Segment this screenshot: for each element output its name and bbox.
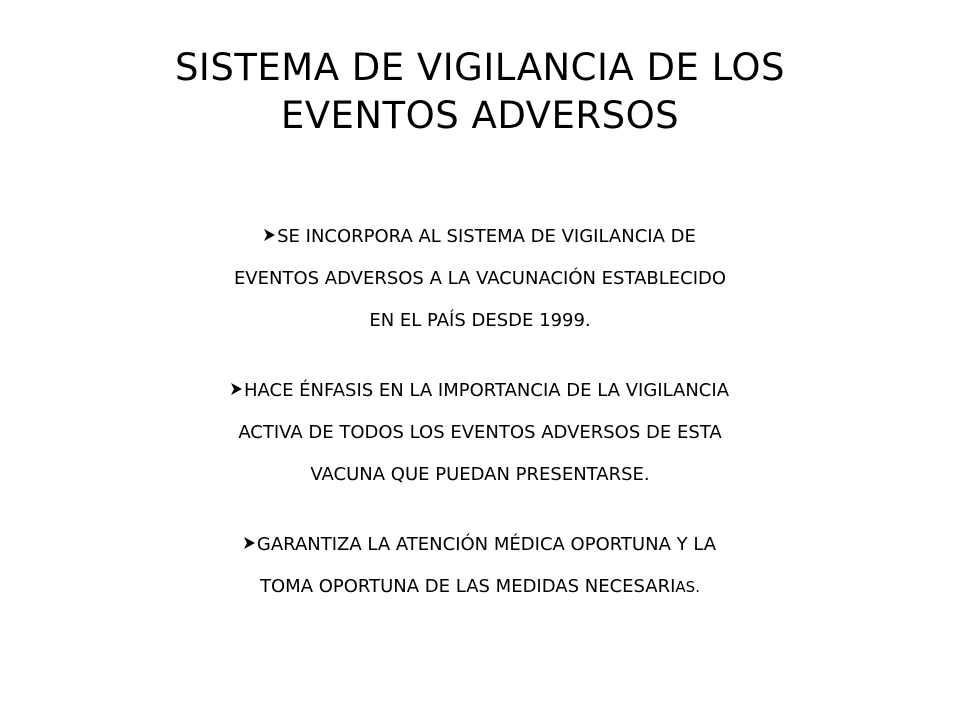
bullet-item-2 [60, 370, 900, 496]
title-line-1: SISTEMA DE VIGILANCIA DE LOS [174, 46, 786, 89]
arrow-bullet-icon [264, 229, 275, 241]
bullet-list [60, 216, 900, 636]
bullet-2-line-1: HACE ÉNFASIS EN LA IMPORTANCIA DE LA VIGILANCIA [243, 380, 730, 401]
bullet-item-1 [60, 216, 900, 342]
bullet-2-line-3: VACUNA QUE PUEDAN PRESENTARSE. [310, 464, 650, 485]
bullet-2-line-2: ACTIVA DE TODOS LOS EVENTOS ADVERSOS DE ESTA [238, 422, 722, 443]
bullet-1-line-1: SE INCORPORA AL SISTEMA DE VIGILANCIA DE [277, 226, 696, 247]
bullet-3-line-1: GARANTIZA LA ATENCIÓN MÉDICA OPORTUNA Y LA [256, 534, 717, 555]
slide-title [40, 44, 920, 140]
arrow-bullet-icon [231, 383, 242, 395]
bullet-3-tail: AS. [675, 578, 700, 596]
arrow-bullet-icon [244, 537, 255, 549]
bullet-3-line-2: TOMA OPORTUNA DE LAS MEDIDAS NECESARI [260, 576, 676, 597]
bullet-1-line-2: EVENTOS ADVERSOS A LA VACUNACIÓN ESTABLECIDO [233, 268, 727, 289]
title-line-2: EVENTOS ADVERSOS [280, 94, 680, 137]
bullet-item-3 [60, 524, 900, 608]
bullet-1-line-3: EN EL PAÍS DESDE 1999. [369, 310, 591, 331]
